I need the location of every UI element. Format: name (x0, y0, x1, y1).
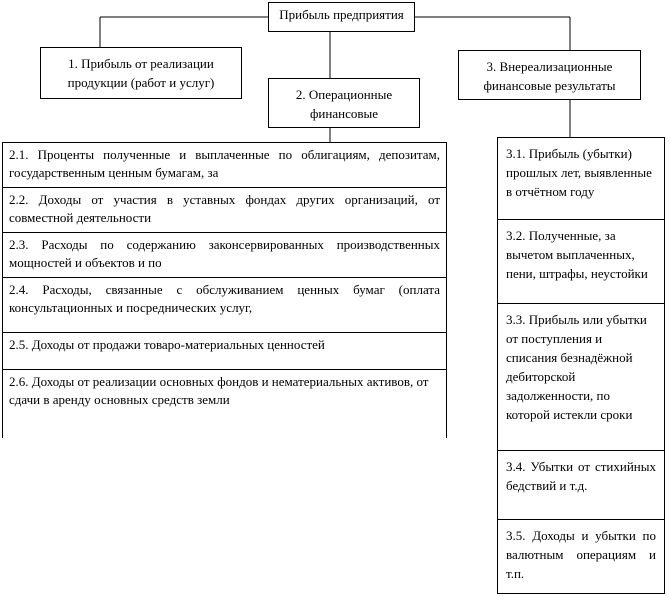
branch1-node (40, 47, 242, 99)
branch1-title: 1. Прибыль от реализации продукции (работ и услуг) (67, 56, 215, 90)
branch3-item-3: 3.3. Прибыль или убытки от поступления и списания безнадёжной дебиторской задолженности, по которой истекли сроки (497, 303, 665, 451)
branch2-item-5: 2.5. Доходы от продажи товаро-материальных ценностей (2, 332, 447, 370)
branch2-item-6: 2.6. Доходы от реализации основных фондов и нематериальных активов, от сдачи в аренду основных средств земли (2, 369, 447, 438)
root-title: Прибыль предприятия (279, 7, 404, 22)
branch2-node (268, 78, 420, 128)
branch2-list (2, 142, 447, 437)
branch2-item-1: 2.1. Проценты полученные и выплаченные по облигациям, депозитам, государственным ценным бумагам, за (2, 142, 447, 188)
branch3-title: 3. Внереализационные финансовые результаты (483, 59, 616, 93)
branch2-item-2: 2.2. Доходы от участия в уставных фондах других организаций, от совместной деятельности (2, 187, 447, 233)
branch3-item-1: 3.1. Прибыль (убытки) прошлых лет, выявленные в отчётном году (497, 137, 665, 220)
branch3-item-2: 3.2. Полученные, за вычетом выплаченных, пени, штрафы, неустойки (497, 219, 665, 304)
branch2-item-3: 2.3. Расходы по содержанию законсервированных производственных мощностей и объектов и по (2, 232, 447, 278)
branch2-item-4: 2.4. Расходы, связанные с обслуживанием ценных бумаг (оплата консультационных и посреднических услуг, (2, 277, 447, 333)
branch3-item-5: 3.5. Доходы и убытки по валютным операциям и т.п. (497, 519, 665, 594)
branch3-item-4: 3.4. Убытки от стихийных бедствий и т.д. (497, 450, 665, 520)
branch2-title: 2. Операционные финансовые (295, 87, 393, 121)
branch3-node (458, 50, 641, 100)
root-node (268, 2, 415, 32)
